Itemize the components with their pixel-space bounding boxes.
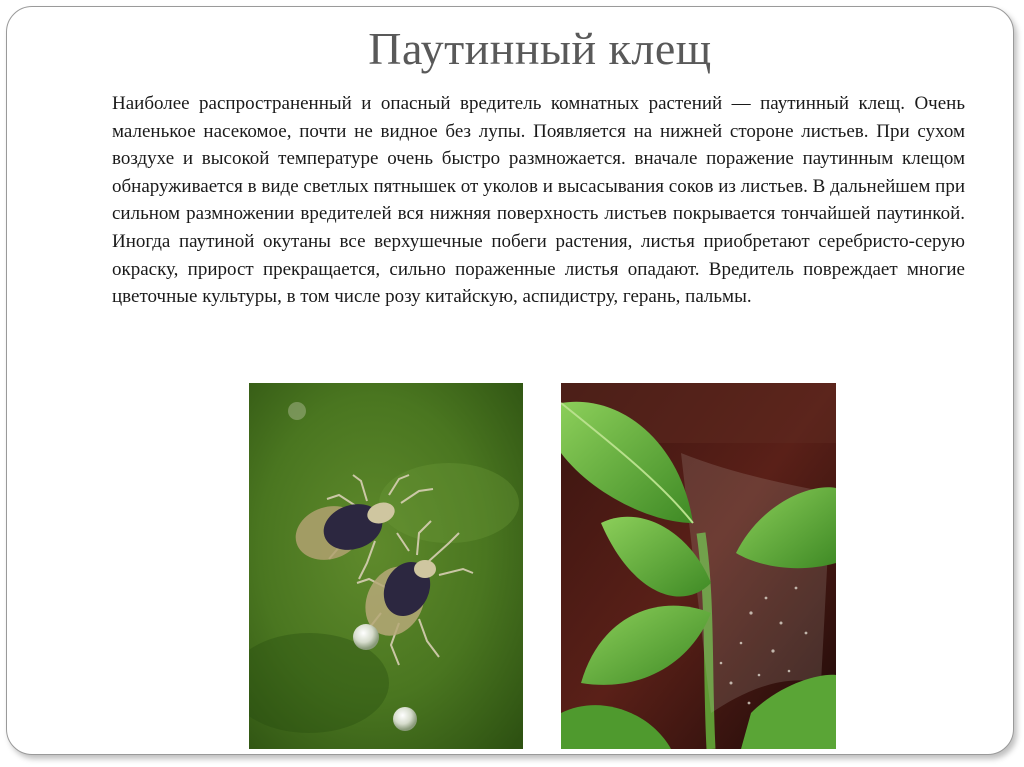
plant-with-web-image [561, 383, 836, 749]
slide-body-text: Наиболее распространенный и опасный вредитель комнатных растений — паутинный клещ. Очень маленькое насекомое, почти не видное без лупы. Появляется на нижней стороне листьев. При сухом воздухе и высокой температуре очень быстро размножается. вначале поражение паутинным клещом обнаруживается в виде светлых пятнышек от уколов и высасывания соков из листьев. В дальнейшем при сильном размножении вредителей вся нижняя поверхность листьев покрывается тончайшей паутинкой. Иногда паутиной окутаны все верхушечные побеги растения, листья приобретают серебристо-серую окраску, прирост прекращается, сильно пораженные листья опадают. Вредитель повреждает многие цветочные культуры, в том числе розу китайскую, аспидистру, герань, пальмы. [112, 93, 965, 308]
plant-with-web-photo [561, 383, 836, 749]
spider-mites-photo [249, 383, 523, 749]
spider-mites-image [249, 383, 523, 749]
slide-title: Паутинный клещ [368, 23, 712, 74]
